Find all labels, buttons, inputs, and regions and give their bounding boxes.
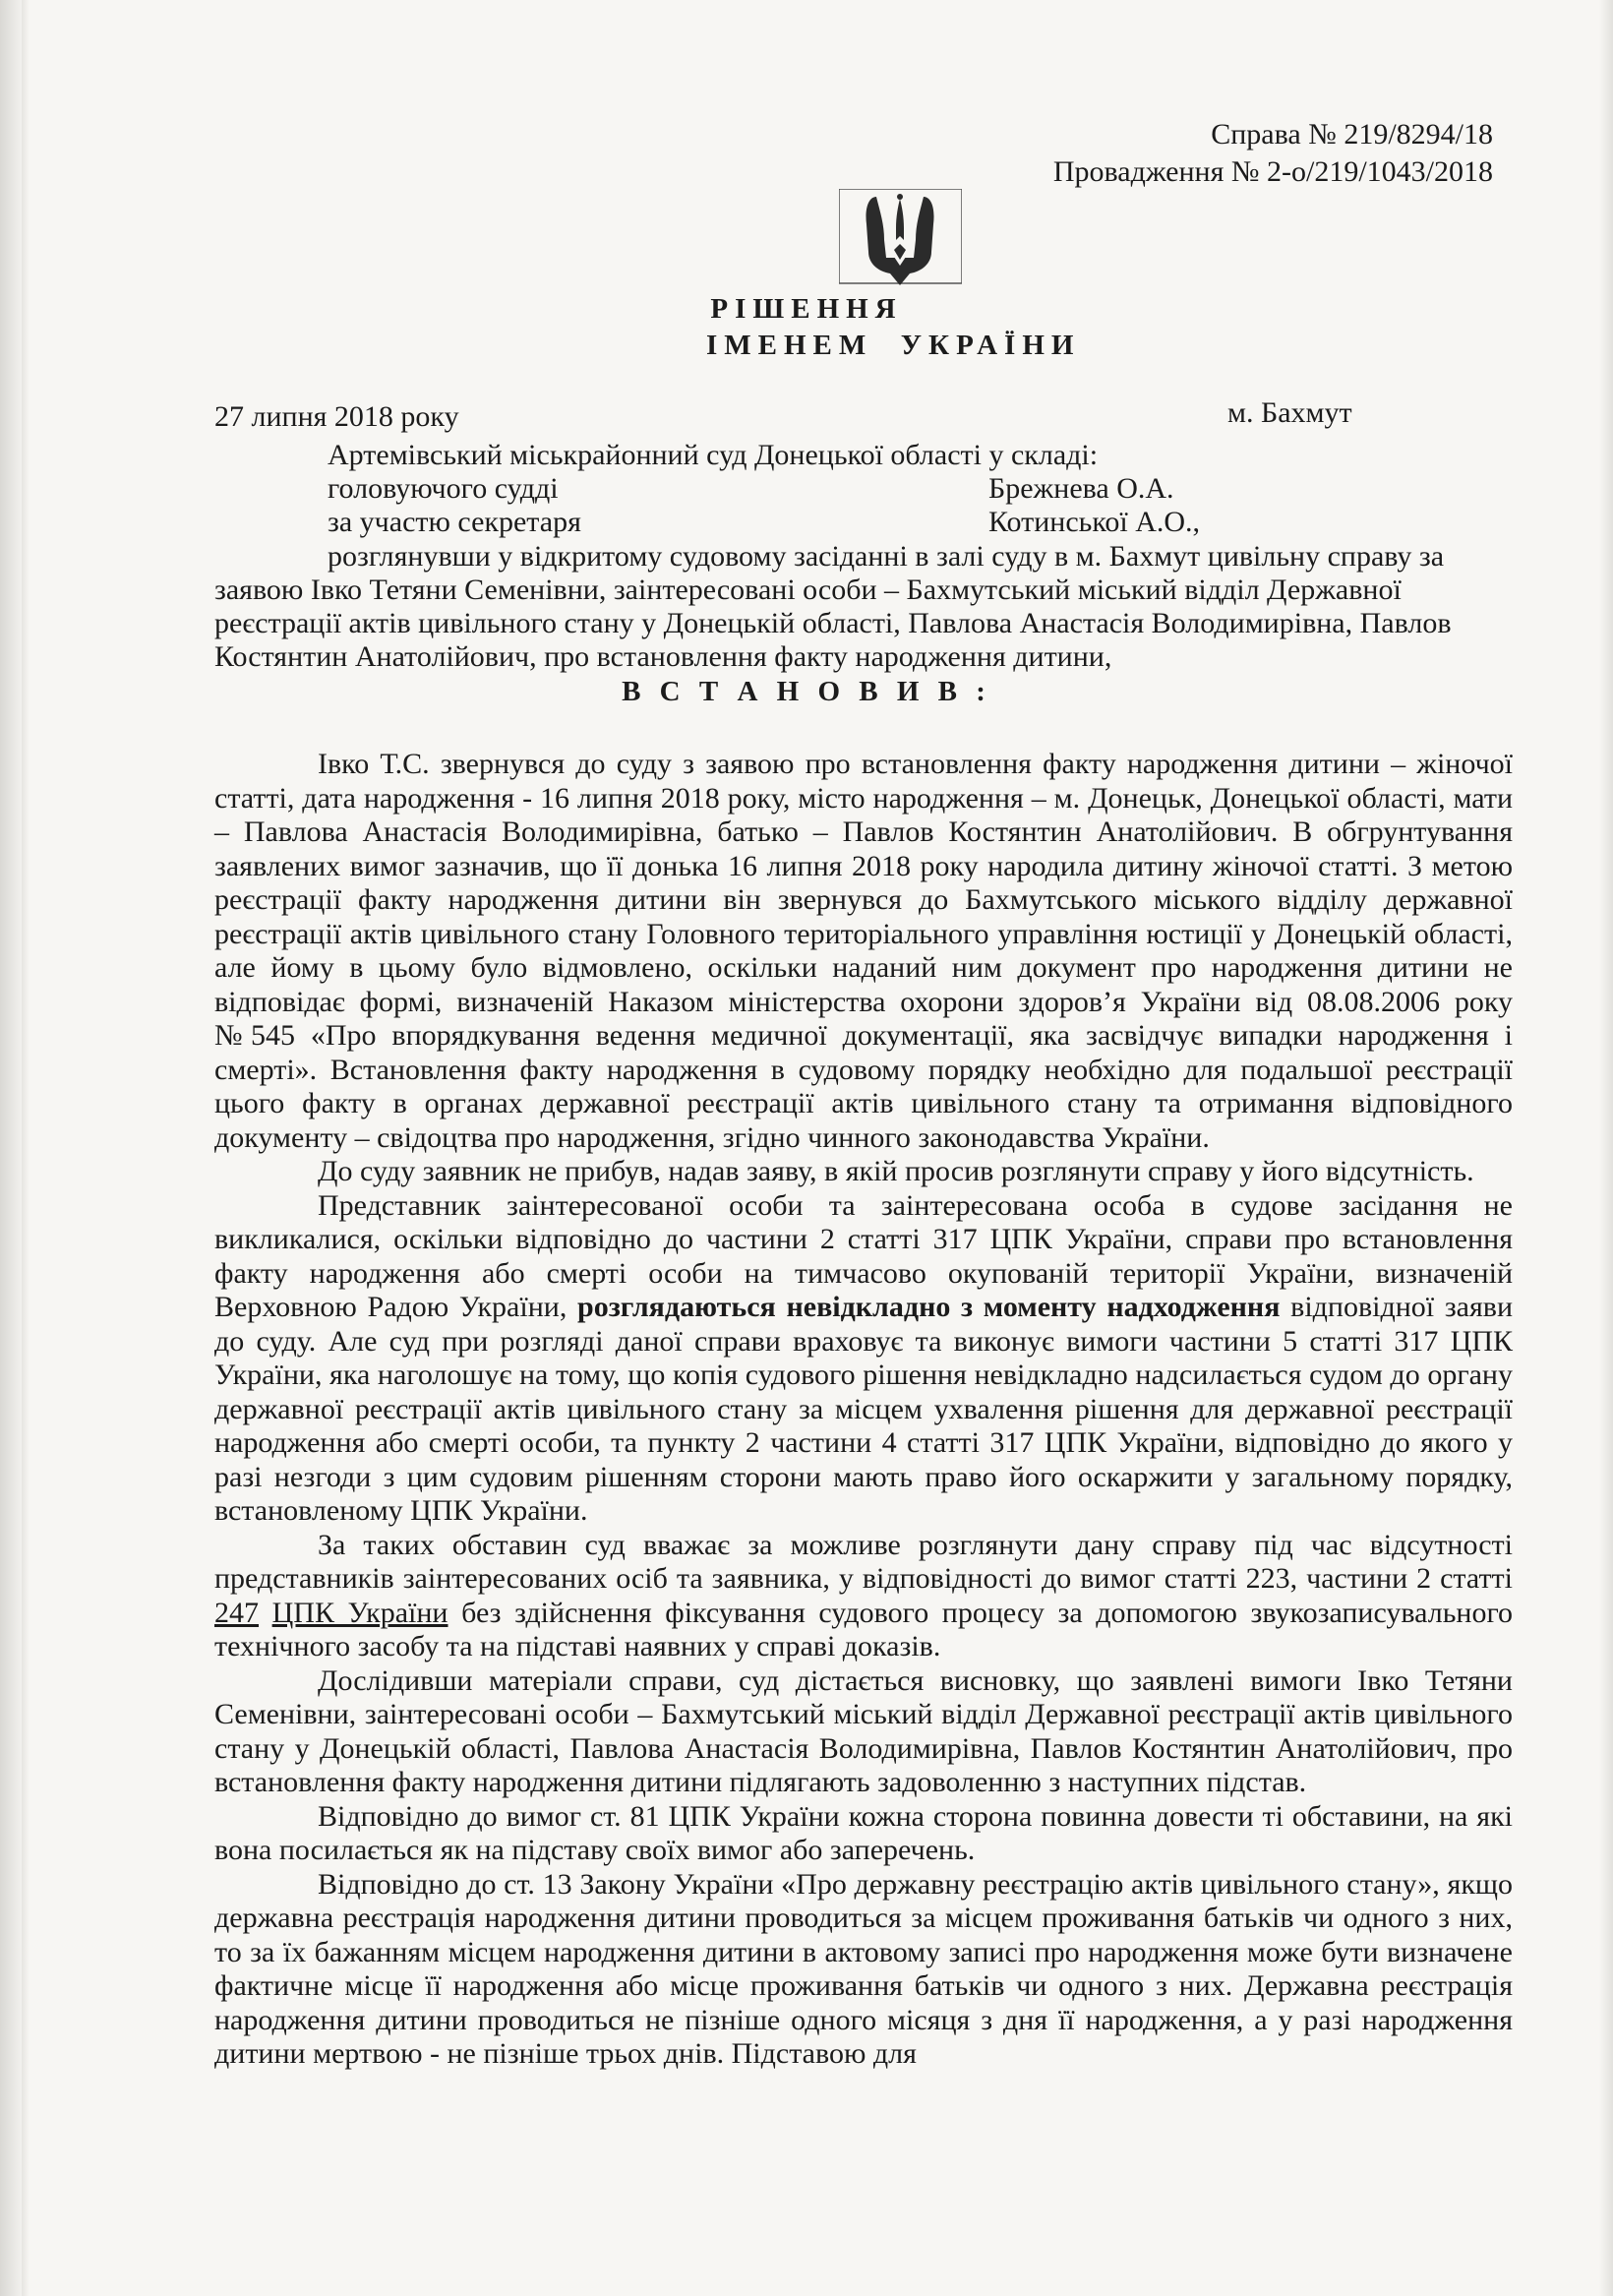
secretary-label: за участю секретаря: [328, 506, 581, 538]
paragraph-absence: До суду заявник не прибув, надав заяву, в якій просив розглянути справу у його відсутність.: [318, 1155, 1474, 1187]
paragraph-procedure: Представник заінтересованої особи та заінтересована особа в судове засідання не викликалися, оскільки відповідно до частини 2 статті 317 ЦПК України, справи про встановлення факту народження або смерті особи на тимчасово окупованій території України, визначеній Верховною Радою України, розглядаються невідкладно з моменту надходження відповідної заяви до суду. Але суд при розгляді даної справи враховує та виконує вимоги частини 5 статті 317 ЦПК України, яка наголошує на тому, що копія судового рішення невідкладно надсилається судом до органу державної реєстрації актів цивільного стану за місцем ухвалення рішення для державної реєстрації народження або смерті особи, та пункту 2 частини 4 статті 317 ЦПК України, відповідно до якого у разі незгоди з цим судовим рішенням сторони мають право його оскаржити у загальному порядку, встановленому ЦПК України.: [214, 1188, 1513, 1527]
decision-city: м. Бахмут: [1227, 396, 1352, 429]
cpc-link[interactable]: ЦПК України: [271, 1596, 448, 1629]
decision-date: 27 липня 2018 року: [214, 400, 459, 433]
article-247-link[interactable]: 247: [214, 1596, 259, 1629]
paper-edge: [0, 0, 22, 2296]
court-composition: Артемівський міськрайонний суд Донецької області у складі:: [328, 439, 1099, 471]
paragraph-claim: Івко Т.С. звернувся до суду з заявою про встановлення факту народження дитини – жіночої статті, дата народження - 16 липня 2018 року, місто народження – м. Донецьк, Донецької області, мати – Павлова Анастасія Володимирівна, батько – Павлов Костянтин Анатолійович. В обгрунтування заявлених вимог зазначив, що її донька 16 липня 2018 року народила дитину жіночої статті. З метою реєстрації факту народження дитини він звернувся до Бахмутського міського відділу державної реєстрації актів цивільного стану Головного територіального управління юстиції у Донецькій області, але йому в цьому було відмовлено, оскільки наданий ним документ про народження дитини не відповідає формі, визначеній Наказом міністерства охорони здоров’я України від 08.08.2006 року №545 «Про впорядкування ведення медичної документації, яка засвідчує випадки народження і смерті». Встановлення факту народження в судовому порядку необхідно для подальшої реєстрації цього факту в органах державної реєстрації актів цивільного стану та отримання відповідного документу – свідоцтва про народження, згідно чинного законодавства України.: [214, 748, 1513, 1154]
in-the-name-title: ІМЕНЕМ УКРАЇНИ: [706, 330, 1081, 361]
intro-line-4: Костянтин Анатолійович, про встановлення факту народження дитини,: [214, 640, 1112, 673]
case-number: Справа № 219/8294/18: [1211, 118, 1493, 151]
paragraph-circumstances: За таких обставин суд вважає за можливе розглянути дану справу під час відсутності представників заінтересованих осіб та заявника, у відповідності до вимог статті 223, частини 2 статті 247 ЦПК України без здійснення фіксування судового процесу за допомогою звукозаписувального технічного засобу та на підставі наявних у справі доказів.: [214, 1528, 1514, 1662]
decision-body: [214, 748, 1513, 2072]
paper-edge-shadow: [22, 0, 30, 2296]
paragraph-law: Відповідно до ст. 13 Закону України «Про державну реєстрацію актів цивільного стану», якщо державна реєстрація народження дитини проводиться за місцем проживання батьків чи одного з них, то за їх бажанням місцем народження дитини в актовому записі про народження може бути визначене фактичне місце її народження або місце проживання батьків чи одного з них. Державна реєстрація народження дитини проводиться не пізніше одного місяця з дня її народження, а у разі народження дитини мертвою - не пізніше трьох днів. Підставою для: [214, 1867, 1513, 2070]
intro-line-1: розглянувши у відкритому судовому засіданні в залі суду в м. Бахмут цивільну справу за: [328, 540, 1445, 573]
judge-name: Брежнева О.А.: [988, 472, 1174, 505]
secretary-name: Котинської А.О.,: [988, 506, 1201, 538]
case-info: [1053, 116, 1493, 191]
paragraph-conclusion: Дослідивши матеріали справи, суд дістається висновку, що заявлені вимоги Івко Тетяни Семенівни, заінтересовані особи – Бахмутський міський відділ Державної реєстрації актів цивільного стану у Донецькій області, Павлова Анастасія Володимирівна, Павлов Костянтин Анатолійович, про встановлення факту народження дитини підлягають задоволенню з наступних підстав.: [214, 1663, 1513, 1798]
judge-label: головуючого судді: [328, 472, 559, 505]
paper-right-shadow: [1599, 0, 1613, 2296]
coat-of-arms-icon: [839, 189, 962, 292]
intro-line-2: заявою Івко Тетяни Семенівни, заінтересовані особи – Бахмутський міський відділ Державної: [214, 574, 1402, 606]
emphasis-text: розглядаються невідкладно з моменту надходження: [577, 1291, 1281, 1323]
proceeding-number: Провадження № 2-о/219/1043/2018: [1052, 155, 1493, 188]
intro-line-3: реєстрації актів цивільного стану у Донецькій області, Павлова Анастасія Володимирівна, Павлов: [214, 607, 1452, 639]
decision-title: РІШЕННЯ: [710, 293, 903, 325]
established-heading: В С Т А Н О В И В :: [622, 676, 991, 707]
paragraph-evidence: Відповідно до вимог ст. 81 ЦПК України кожна сторона повинна довести ті обставини, на які вона посилається як на підставу своїх вимог або заперечень.: [214, 1799, 1513, 1866]
